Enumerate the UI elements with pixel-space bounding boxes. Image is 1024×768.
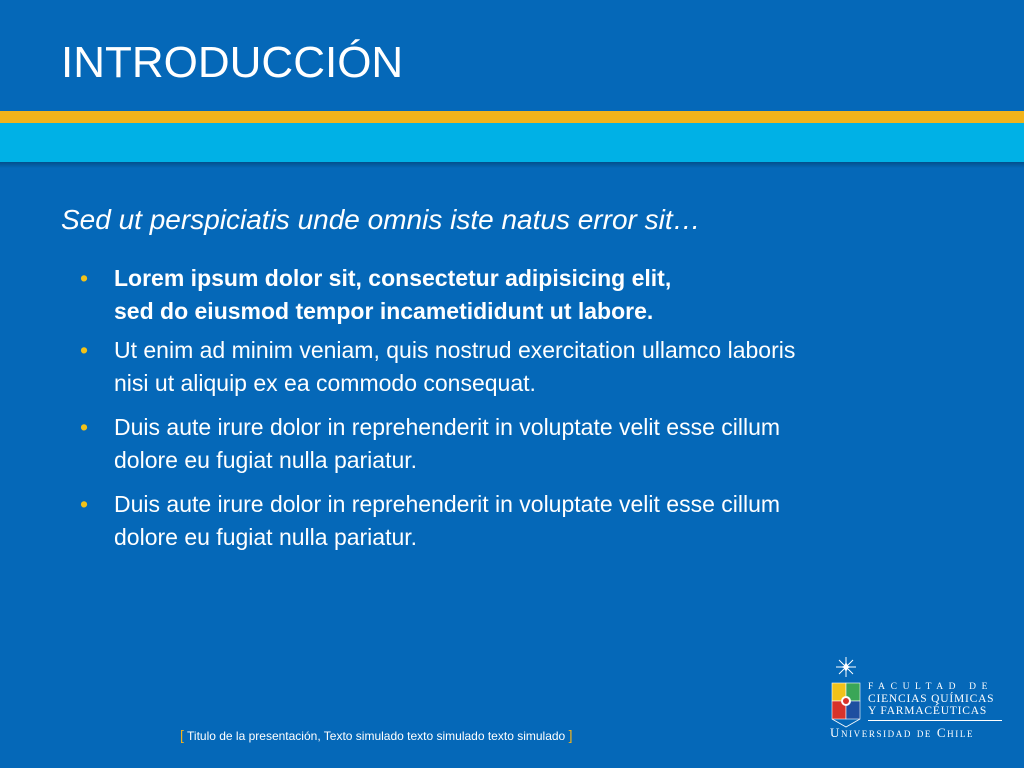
bullet-line: dolore eu fugiat nulla pariatur. [114, 524, 418, 550]
logo-text [830, 681, 1002, 740]
bullet-item [76, 488, 976, 554]
footer-caption [180, 726, 620, 745]
university-logo [830, 655, 1000, 745]
bullet-line: Lorem ipsum dolor sit, consectetur adipisicing elit, [114, 265, 672, 291]
logo-faculty-name-2: Y FARMACÉUTICAS [868, 705, 1002, 721]
bullet-icon: • [80, 337, 89, 363]
bullet-item [76, 262, 976, 328]
university-seal-icon [830, 655, 862, 735]
bullet-line: Ut enim ad minim veniam, quis nostrud exercitation ullamco laboris [114, 337, 796, 363]
slide-subtitle: Sed ut perspiciatis unde omnis iste natus error sit… [61, 204, 701, 235]
bullet-line: dolore eu fugiat nulla pariatur. [114, 447, 418, 473]
logo-faculty-label: FACULTAD DE [868, 682, 993, 692]
bullet-icon: • [80, 491, 89, 517]
logo-university-name: Universidad de Chile [830, 725, 975, 740]
yellow-band [0, 111, 1024, 123]
bullet-item [76, 334, 976, 400]
bullet-item [76, 411, 976, 477]
slide-title: INTRODUCCIÓN [61, 38, 404, 87]
bullet-line: nisi ut aliquip ex ea commodo consequat. [114, 370, 536, 396]
footer-open-bracket: [ [180, 727, 184, 743]
footer-text: Titulo de la presentación, Texto simulado texto simulado texto simulado [187, 729, 566, 743]
bullet-icon: • [80, 414, 89, 440]
band-shadow [0, 162, 1024, 168]
logo-faculty-name-1: CIENCIAS QUÍMICAS [868, 693, 995, 705]
bullet-list [76, 262, 976, 565]
bullet-line: Duis aute irure dolor in reprehenderit in voluptate velit esse cillum [114, 414, 781, 440]
bullet-line: sed do eiusmod tempor incametididunt ut labore. [114, 298, 654, 324]
bullet-icon: • [80, 265, 89, 291]
cyan-band [0, 123, 1024, 162]
bullet-line: Duis aute irure dolor in reprehenderit in voluptate velit esse cillum [114, 491, 781, 517]
footer-close-bracket: ] [568, 727, 573, 743]
